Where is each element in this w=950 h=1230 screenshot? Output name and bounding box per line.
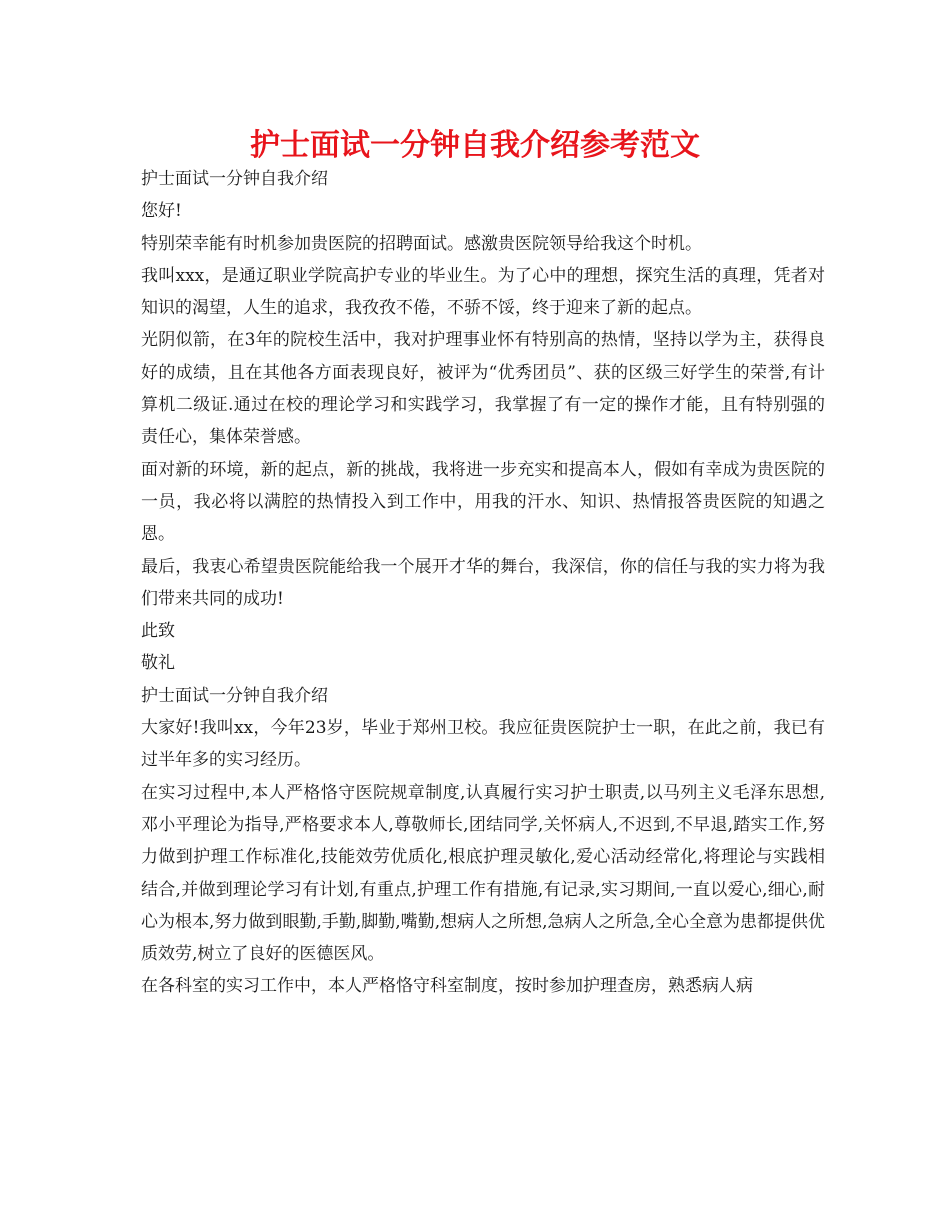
body-paragraph: 光阴似箭，在3年的院校生活中，我对护理事业怀有特别高的热情，坚持以学为主，获得良好的成绩，且在其他各方面表现良好，被评为“优秀团员”、获的区级三好学生的荣誉,有计算机二级证.通过在校的理论学习和实践学习，我掌握了有一定的操作才能，且有特别强的责任心，集体荣誉感。 bbox=[141, 330, 825, 448]
body-paragraph: 大家好!我叫xx，今年23岁，毕业于郑州卫校。我应征贵医院护士一职，在此之前，我已有过半年多的实习经历。 bbox=[141, 718, 825, 771]
closing-line: 此致 bbox=[141, 621, 175, 642]
body-paragraph: 在实习过程中,本人严格恪守医院规章制度,认真履行实习护士职责,以马列主义毛泽东思想,邓小平理论为指导,严格要求本人,尊敬师长,团结同学,关怀病人,不迟到,不早退,踏实工作,努力做到护理工作标准化,技能效劳优质化,根底护理灵敏化,爱心活动经常化,将理论与实践相结合,并做到理论学习有计划,有重点,护理工作有措施,有记录,实习期间,一直以爱心,细心,耐心为根本,努力做到眼勤,手勤,脚勤,嘴勤,想病人之所想,急病人之所急,全心全意为患都提供优质效劳,树立了良好的医德医风。 bbox=[141, 782, 825, 965]
body-paragraph: 在各科室的实习工作中，本人严格恪守科室制度，按时参加护理查房，熟悉病人病 bbox=[141, 976, 753, 997]
body-paragraph: 面对新的环境，新的起点，新的挑战，我将进一步充实和提高本人，假如有幸成为贵医院的一员，我必将以满腔的热情投入到工作中，用我的汗水、知识、热情报答贵医院的知遇之恩。 bbox=[141, 459, 825, 545]
section-heading: 护士面试一分钟自我介绍 bbox=[141, 685, 328, 706]
body-paragraph: 最后，我衷心希望贵医院能给我一个展开才华的舞台，我深信，你的信任与我的实力将为我们带来共同的成功! bbox=[141, 556, 825, 609]
document-title: 护士面试一分钟自我介绍参考范文 bbox=[250, 128, 700, 163]
section-heading: 护士面试一分钟自我介绍 bbox=[141, 169, 328, 189]
closing-line: 敬礼 bbox=[141, 653, 175, 674]
document-body bbox=[141, 163, 825, 1003]
body-paragraph: 特别荣幸能有时机参加贵医院的招聘面试。感激贵医院领导给我这个时机。 bbox=[141, 233, 702, 254]
greeting: 您好! bbox=[141, 201, 182, 222]
body-paragraph: 我叫xxx，是通辽职业学院高护专业的毕业生。为了心中的理想，探究生活的真理，凭者对知识的渴望，人生的追求，我孜孜不倦，不骄不馁，终于迎来了新的起点。 bbox=[141, 265, 825, 319]
